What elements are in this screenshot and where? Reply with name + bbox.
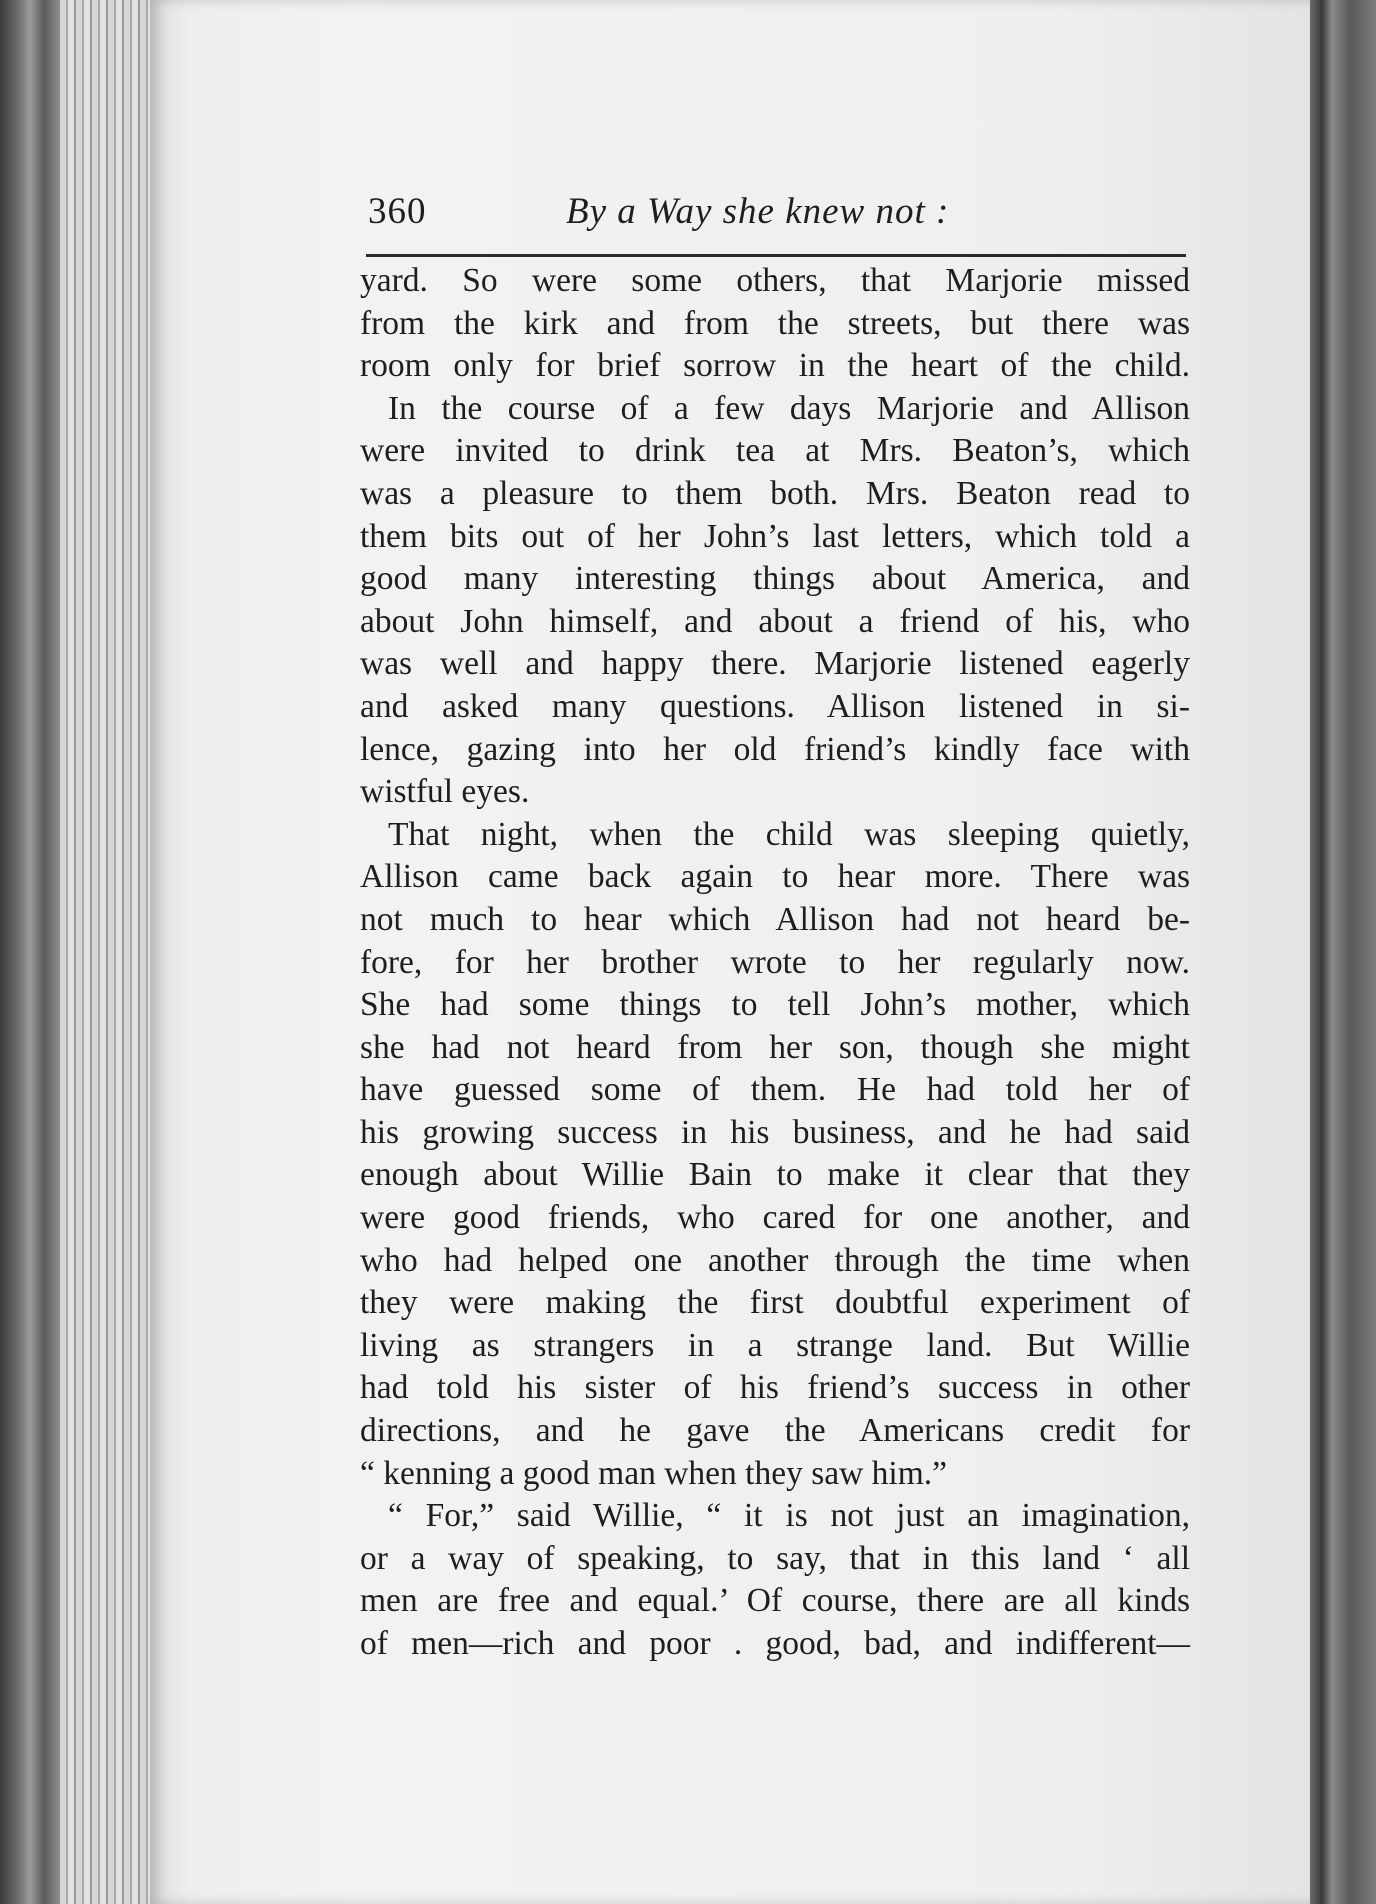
running-title: By a Way she knew not : bbox=[566, 191, 950, 232]
text-line: room only for brief sorrow in the heart of the child. bbox=[360, 347, 1190, 385]
text-line: good many interesting things about America, and bbox=[360, 560, 1190, 598]
body-text bbox=[360, 260, 1190, 1666]
text-line: In the course of a few days Marjorie and Allison bbox=[388, 389, 1190, 427]
text-line: “ For,” said Willie, “ it is not just an imagination, bbox=[388, 1497, 1190, 1535]
text-line: have guessed some of them. He had told her of bbox=[360, 1071, 1190, 1109]
text-line: his growing success in his business, and he had said bbox=[360, 1113, 1190, 1151]
text-line: men are free and equal.’ Of course, there are all kinds bbox=[360, 1582, 1190, 1620]
text-line: from the kirk and from the streets, but there was bbox=[360, 304, 1190, 342]
text-line: That night, when the child was sleeping quietly, bbox=[388, 815, 1190, 853]
text-line: not much to hear which Allison had not heard be- bbox=[360, 900, 1190, 938]
paragraph bbox=[360, 1495, 1190, 1665]
text-line: fore, for her brother wrote to her regularly now. bbox=[360, 943, 1190, 981]
paragraph bbox=[360, 260, 1190, 388]
text-line: them bits out of her John’s last letters, which told a bbox=[360, 517, 1190, 555]
page-number: 360 bbox=[368, 191, 427, 232]
text-line: lence, gazing into her old friend’s kindly face with bbox=[360, 730, 1190, 768]
text-line: wistful eyes. bbox=[360, 773, 530, 811]
left-binding bbox=[0, 0, 60, 1904]
text-line: Allison came back again to hear more. There was bbox=[360, 858, 1190, 896]
text-line: they were making the first doubtful experiment of bbox=[360, 1284, 1190, 1322]
text-line: directions, and he gave the Americans credit for bbox=[360, 1412, 1190, 1450]
text-line: about John himself, and about a friend of his, who bbox=[360, 602, 1190, 640]
text-line: was well and happy there. Marjorie listened eagerly bbox=[360, 645, 1190, 683]
text-line: were good friends, who cared for one another, and bbox=[360, 1199, 1190, 1237]
paragraph bbox=[360, 388, 1190, 814]
text-line: yard. So were some others, that Marjorie missed bbox=[360, 262, 1190, 299]
text-line: had told his sister of his friend’s success in other bbox=[360, 1369, 1190, 1407]
text-line: “ kenning a good man when they saw him.” bbox=[360, 1454, 948, 1492]
text-line: or a way of speaking, to say, that in this land ‘ all bbox=[360, 1539, 1190, 1577]
right-binding bbox=[1310, 0, 1376, 1904]
text-line: was a pleasure to them both. Mrs. Beaton read to bbox=[360, 474, 1190, 512]
text-line: who had helped one another through the time when bbox=[360, 1241, 1190, 1279]
text-line: living as strangers in a strange land. But Willie bbox=[360, 1326, 1190, 1364]
text-line: She had some things to tell John’s mother, which bbox=[360, 986, 1190, 1024]
page-edges bbox=[60, 0, 160, 1904]
paragraph bbox=[360, 814, 1190, 1496]
header-rule bbox=[366, 254, 1186, 257]
text-line: of men—rich and poor . good, bad, and indifferent— bbox=[360, 1625, 1190, 1662]
running-header bbox=[368, 190, 1186, 250]
text-line: were invited to drink tea at Mrs. Beaton’s, which bbox=[360, 432, 1190, 470]
text-line: she had not heard from her son, though she might bbox=[360, 1028, 1190, 1066]
text-line: and asked many questions. Allison listened in si- bbox=[360, 687, 1190, 725]
text-line: enough about Willie Bain to make it clear that they bbox=[360, 1156, 1190, 1194]
